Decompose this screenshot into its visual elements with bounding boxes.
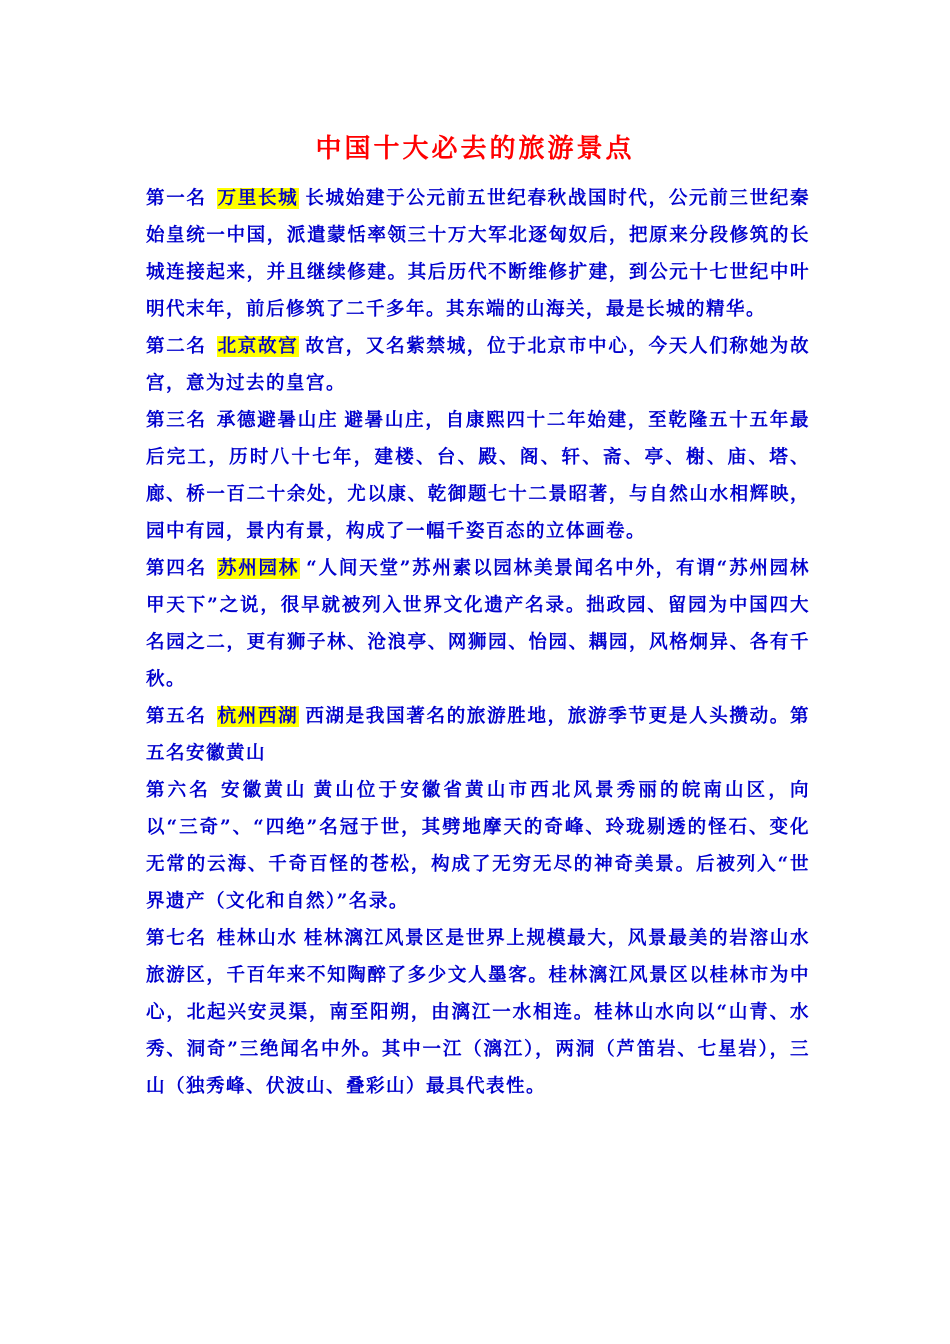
entry-7 (146, 920, 810, 1105)
entry-text: 长城始建于公元前五世纪春秋战国时代，公元前三世纪秦始皇统一中国，派遣蒙恬率领三十万大军北逐匈奴后，把原来分段修筑的长城连接起来，并且继续修建。其后历代不断维修扩建，到公元十七世纪中叶明代末年，前后修筑了二千多年。其东端的山海关，最是长城的精华。 (146, 188, 810, 320)
entry-5 (146, 698, 810, 772)
entry-name-highlighted: 苏州园林 (217, 558, 300, 579)
entry-name-highlighted: 杭州西湖 (217, 706, 299, 727)
page-title: 中国十大必去的旅游景点 (315, 134, 635, 164)
entry-6 (146, 772, 810, 920)
document-body (146, 180, 810, 1105)
entry-3 (146, 402, 810, 550)
entry-name: 桂林山水 (216, 928, 298, 949)
entry-text: 西湖是我国著名的旅游胜地，旅游季节更是人头攒动。第五名安徽黄山 (146, 706, 810, 764)
entry-text: 避暑山庄，自康熙四十二年始建，至乾隆五十五年最后完工，历时八十七年，建楼、台、殿、阁、轩、斋、亭、榭、庙、塔、廊、桥一百二十余处，尤以康、乾御题七十二景昭著，与自然山水相辉映，园中有园，景内有景，构成了一幅千姿百态的立体画卷。 (146, 410, 810, 542)
entry-name-highlighted: 北京故宫 (217, 336, 299, 357)
entry-text: 故宫，又名紫禁城，位于北京市中心，今天人们称她为故宫，意为过去的皇宫。 (146, 336, 810, 394)
entry-name: 承德避暑山庄 (216, 410, 339, 431)
entry-text: 桂林漓江风景区是世界上规模最大，风景最美的岩溶山水旅游区，千百年来不知陶醉了多少文人墨客。桂林漓江风景区以桂林市为中心，北起兴安灵渠，南至阳朔，由漓江一水相连。桂林山水向以“山青、水秀、洞奇”三绝闻名中外。其中一江（漓江），两洞（芦笛岩、七星岩），三山（独秀峰、伏波山、叠彩山）最具代表性。 (146, 928, 810, 1097)
entry-name: 安徽黄山 (220, 780, 308, 801)
entry-4 (146, 550, 810, 698)
entry-rank: 第一名 (146, 188, 207, 209)
entry-rank: 第七名 (146, 928, 207, 949)
entry-1 (146, 180, 810, 328)
entry-rank: 第六名 (146, 780, 211, 801)
entry-rank: 第三名 (146, 410, 207, 431)
entry-text: “人间天堂”苏州素以园林美景闻名中外，有谓“苏州园林甲天下”之说，很早就被列入世界文化遗产名录。拙政园、留园为中国四大名园之二，更有狮子林、沧浪亭、网狮园、怡园、耦园，风格炯异、各有千秋。 (146, 558, 810, 690)
entry-text: 黄山位于安徽省黄山市西北风景秀丽的皖南山区，向以“三奇”、“四绝”名冠于世，其劈地摩天的奇峰、玲珑剔透的怪石、变化无常的云海、千奇百怪的苍松，构成了无穷无尽的神奇美景。后被列入“世界遗产（文化和自然）”名录。 (146, 780, 810, 912)
entry-name-highlighted: 万里长城 (217, 188, 299, 209)
entry-rank: 第四名 (146, 558, 207, 579)
entry-rank: 第五名 (146, 706, 207, 727)
entry-2 (146, 328, 810, 402)
entry-rank: 第二名 (146, 336, 207, 357)
